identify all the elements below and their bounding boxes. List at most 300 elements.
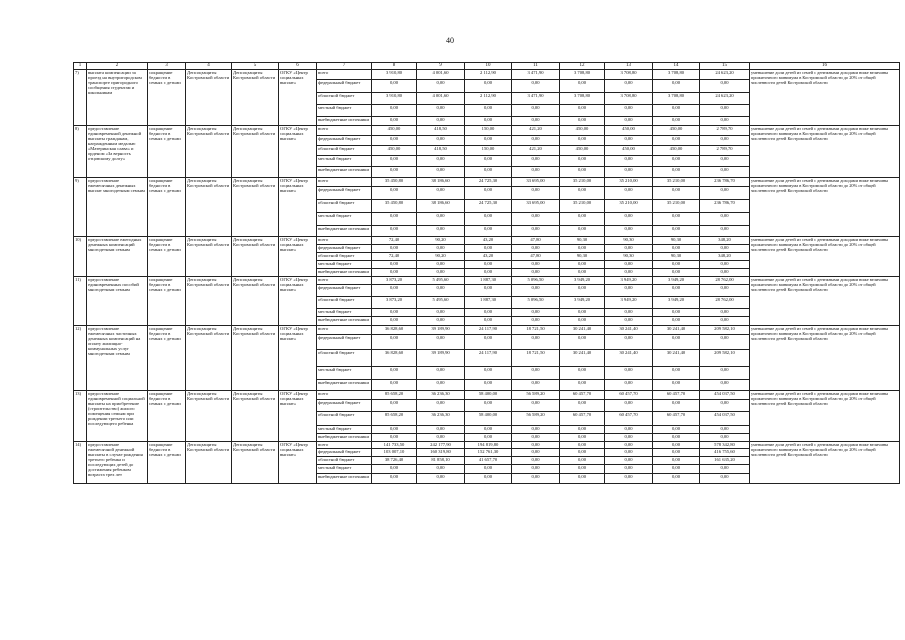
expected-result-cell: уменьшение доли детей из семей с денежными доходами ниже величины прожиточного минимума в Костромской области до 20% от общей численности детей Костромской области bbox=[750, 237, 900, 277]
executor-cell: Депсоцзащиты Костромской области bbox=[186, 70, 232, 126]
value-cell: 0,00 bbox=[700, 465, 750, 474]
value-cell: 1 887,30 bbox=[465, 277, 512, 285]
funding-source-cell: федеральный бюджет bbox=[317, 245, 372, 253]
funding-source-cell: местный бюджет bbox=[317, 367, 372, 380]
executor-cell: Депсоцзащиты Костромской области bbox=[186, 442, 232, 484]
coexecutor-cell: Депсоцзащиты Костромской области bbox=[232, 126, 279, 178]
value-cell: 0,00 bbox=[605, 187, 653, 200]
value-cell: 0,00 bbox=[605, 156, 653, 167]
value-cell: 0,00 bbox=[512, 449, 560, 457]
value-cell: 0,00 bbox=[372, 117, 417, 126]
value-cell: 0,00 bbox=[512, 380, 560, 391]
value-cell: 38 186,60 bbox=[417, 178, 465, 187]
value-cell: 450,00 bbox=[653, 126, 700, 136]
value-cell: 35 210,00 bbox=[653, 200, 700, 213]
expected-result-cell: уменьшение доли детей из семей с денежными доходами ниже величины прожиточного минимума в Костромской области до 20% от общей численности детей Костромской области bbox=[750, 178, 900, 237]
performer-cell: ОГКУ «Центр социальных выплат» bbox=[279, 70, 317, 126]
target-cell: сокращение бедности в семьях с детьми bbox=[148, 126, 186, 178]
value-cell: 0,00 bbox=[700, 285, 750, 297]
value-cell: 0,00 bbox=[700, 187, 750, 200]
value-cell: 0,00 bbox=[560, 449, 605, 457]
value-cell: 0,00 bbox=[605, 380, 653, 391]
value-cell: 90,30 bbox=[560, 253, 605, 261]
value-cell: 60 457,70 bbox=[605, 412, 653, 426]
target-cell: сокращение бедности в семьях с детьми bbox=[148, 237, 186, 277]
value-cell: 18 721,50 bbox=[512, 326, 560, 335]
funding-source-cell: областной бюджет bbox=[317, 297, 372, 309]
value-cell: 0,00 bbox=[372, 335, 417, 350]
expected-result-cell: уменьшение доли детей из семей с денежными доходами ниже величины прожиточного минимума в Костромской области до 20% от общей численности детей Костромской области bbox=[750, 442, 900, 484]
value-cell: 28 762,00 bbox=[700, 277, 750, 285]
value-cell: 3 873,20 bbox=[372, 297, 417, 309]
value-cell: 0,00 bbox=[512, 269, 560, 277]
value-cell: 0,00 bbox=[372, 136, 417, 146]
value-cell: 0,00 bbox=[417, 156, 465, 167]
value-cell: 450,00 bbox=[372, 146, 417, 156]
value-cell: 0,00 bbox=[417, 434, 465, 442]
value-cell: 0,00 bbox=[512, 245, 560, 253]
funding-source-cell: местный бюджет bbox=[317, 213, 372, 226]
value-cell: 3 708,80 bbox=[653, 70, 700, 80]
value-cell: 0,00 bbox=[653, 245, 700, 253]
column-number-row bbox=[74, 63, 900, 70]
value-cell: 0,00 bbox=[417, 261, 465, 269]
value-cell: 0,00 bbox=[465, 245, 512, 253]
value-cell: 0,00 bbox=[372, 285, 417, 297]
funding-source-cell: всего bbox=[317, 277, 372, 285]
column-number-cell: 5 bbox=[232, 63, 279, 70]
row-number-cell: 8) bbox=[74, 126, 87, 178]
value-cell: 0,00 bbox=[465, 187, 512, 200]
coexecutor-cell: Депсоцзащиты Костромской области bbox=[232, 326, 279, 391]
value-cell: 450,00 bbox=[372, 126, 417, 136]
value-cell: 72,40 bbox=[372, 253, 417, 261]
value-cell: 150,00 bbox=[465, 126, 512, 136]
value-cell: 0,00 bbox=[560, 261, 605, 269]
coexecutor-cell: Депсоцзащиты Костромской области bbox=[232, 277, 279, 326]
value-cell: 35 210,00 bbox=[560, 178, 605, 187]
column-number-cell: 8 bbox=[372, 63, 417, 70]
page-number: 40 bbox=[446, 36, 454, 45]
coexecutor-cell: Депсоцзащиты Костромской области bbox=[232, 442, 279, 484]
value-cell: 0,00 bbox=[372, 367, 417, 380]
column-number-cell: 4 bbox=[186, 63, 232, 70]
funding-source-cell: областной бюджет bbox=[317, 412, 372, 426]
value-cell: 0,00 bbox=[605, 465, 653, 474]
column-number-cell: 7 bbox=[317, 63, 372, 70]
value-cell: 0,00 bbox=[700, 245, 750, 253]
value-cell: 0,00 bbox=[372, 426, 417, 434]
value-cell: 0,00 bbox=[653, 474, 700, 484]
funding-source-cell: внебюджетные источники bbox=[317, 226, 372, 237]
value-cell: 30 241,40 bbox=[560, 326, 605, 335]
value-cell: 0,00 bbox=[372, 213, 417, 226]
value-cell: 0,00 bbox=[560, 187, 605, 200]
table-row bbox=[74, 237, 900, 245]
value-cell: 0,00 bbox=[512, 285, 560, 297]
value-cell: 0,00 bbox=[700, 335, 750, 350]
value-cell: 3 471,90 bbox=[512, 70, 560, 80]
funding-source-cell: федеральный бюджет bbox=[317, 136, 372, 146]
value-cell: 0,00 bbox=[605, 167, 653, 178]
funding-source-cell: федеральный бюджет bbox=[317, 80, 372, 93]
value-cell: 24 117,90 bbox=[465, 350, 512, 367]
value-cell: 3 910,80 bbox=[372, 93, 417, 105]
value-cell: 0,00 bbox=[605, 442, 653, 449]
value-cell: 24 117,90 bbox=[465, 326, 512, 335]
value-cell: 0,00 bbox=[417, 367, 465, 380]
value-cell: 0,00 bbox=[417, 167, 465, 178]
value-cell: 36 236,30 bbox=[417, 391, 465, 400]
row-number-cell: 12) bbox=[74, 326, 87, 391]
coexecutor-cell: Депсоцзащиты Костромской области bbox=[232, 237, 279, 277]
column-number-cell: 9 bbox=[417, 63, 465, 70]
value-cell: 0,00 bbox=[465, 80, 512, 93]
value-cell: 0,00 bbox=[653, 226, 700, 237]
value-cell: 348,20 bbox=[700, 253, 750, 261]
coexecutor-cell: Депсоцзащиты Костромской области bbox=[232, 178, 279, 237]
funding-source-cell: внебюджетные источники bbox=[317, 269, 372, 277]
value-cell: 0,00 bbox=[653, 261, 700, 269]
value-cell: 209 582,10 bbox=[700, 350, 750, 367]
value-cell: 0,00 bbox=[605, 335, 653, 350]
value-cell: 0,00 bbox=[653, 117, 700, 126]
value-cell: 39 189,90 bbox=[417, 326, 465, 335]
value-cell: 0,00 bbox=[417, 380, 465, 391]
value-cell: 0,00 bbox=[372, 465, 417, 474]
funding-source-cell: областной бюджет bbox=[317, 93, 372, 105]
value-cell: 0,00 bbox=[372, 434, 417, 442]
funding-source-cell: всего bbox=[317, 442, 372, 449]
table-body bbox=[74, 63, 900, 484]
performer-cell: ОГКУ «Центр социальных выплат» bbox=[279, 178, 317, 237]
performer-cell: ОГКУ «Центр социальных выплат» bbox=[279, 237, 317, 277]
value-cell: 0,00 bbox=[653, 367, 700, 380]
value-cell: 450,00 bbox=[605, 146, 653, 156]
target-cell: сокращение бедности в семьях с детьми bbox=[148, 326, 186, 391]
value-cell: 0,00 bbox=[700, 367, 750, 380]
value-cell: 33 695,00 bbox=[512, 178, 560, 187]
value-cell: 0,00 bbox=[560, 105, 605, 117]
value-cell: 0,00 bbox=[605, 261, 653, 269]
value-cell: 0,00 bbox=[700, 226, 750, 237]
value-cell: 0,00 bbox=[605, 400, 653, 412]
column-number-cell: 12 bbox=[560, 63, 605, 70]
performer-cell: ОГКУ «Центр социальных выплат» bbox=[279, 442, 317, 484]
value-cell: 0,00 bbox=[417, 335, 465, 350]
expected-result-cell: уменьшение доли детей из семей с денежными доходами ниже величины прожиточного минимума в Костромской области до 20% от общей численности детей Костромской области bbox=[750, 277, 900, 326]
value-cell: 0,00 bbox=[417, 105, 465, 117]
value-cell: 0,00 bbox=[653, 105, 700, 117]
value-cell: 33 695,00 bbox=[512, 200, 560, 213]
table-row bbox=[74, 70, 900, 80]
value-cell: 0,00 bbox=[560, 117, 605, 126]
value-cell: 418,50 bbox=[417, 146, 465, 156]
value-cell: 0,00 bbox=[512, 261, 560, 269]
value-cell: 56 589,20 bbox=[512, 391, 560, 400]
value-cell: 0,00 bbox=[560, 245, 605, 253]
executor-cell: Депсоцзащиты Костромской области bbox=[186, 126, 232, 178]
value-cell: 0,00 bbox=[512, 442, 560, 449]
expected-result-cell: уменьшение доли детей из семей с денежными доходами ниже величины прожиточного минимума в Костромской области до 20% от общей численности детей Костромской области bbox=[750, 70, 900, 126]
value-cell: 0,00 bbox=[560, 335, 605, 350]
value-cell: 0,00 bbox=[700, 434, 750, 442]
measure-name-cell: выплата компенсации за проезд на внутригородском транспорте пригородного сообщения студентам и школьникам bbox=[87, 70, 148, 126]
value-cell: 0,00 bbox=[605, 213, 653, 226]
funding-source-cell: местный бюджет bbox=[317, 309, 372, 317]
value-cell: 0,00 bbox=[560, 434, 605, 442]
funding-source-cell: областной бюджет bbox=[317, 457, 372, 465]
value-cell: 0,00 bbox=[512, 317, 560, 326]
value-cell: 454 037,50 bbox=[700, 412, 750, 426]
value-cell: 0,00 bbox=[465, 261, 512, 269]
value-cell: 2 112,90 bbox=[465, 93, 512, 105]
value-cell: 0,00 bbox=[653, 335, 700, 350]
expected-result-cell: уменьшение доли детей из семей с денежными доходами ниже величины прожиточного минимума в Костромской области до 20% от общей численности детей Костромской области bbox=[750, 326, 900, 391]
value-cell: 0,00 bbox=[417, 400, 465, 412]
value-cell: 0,00 bbox=[700, 426, 750, 434]
funding-source-cell: федеральный бюджет bbox=[317, 335, 372, 350]
value-cell: 4 001,60 bbox=[417, 70, 465, 80]
expected-result-cell: уменьшение доли детей из семей с денежными доходами ниже величины прожиточного минимума в Костромской области до 20% от общей численности детей Костромской области bbox=[750, 126, 900, 178]
table-row bbox=[74, 178, 900, 187]
performer-cell: ОГКУ «Центр социальных выплат» bbox=[279, 126, 317, 178]
value-cell: 0,00 bbox=[560, 442, 605, 449]
value-cell: 90,30 bbox=[653, 237, 700, 245]
value-cell: 0,00 bbox=[700, 213, 750, 226]
value-cell: 0,00 bbox=[417, 269, 465, 277]
value-cell: 0,00 bbox=[512, 213, 560, 226]
value-cell: 141 733,50 bbox=[372, 442, 417, 449]
value-cell: 41 657,70 bbox=[465, 457, 512, 465]
value-cell: 0,00 bbox=[605, 285, 653, 297]
value-cell: 0,00 bbox=[465, 117, 512, 126]
value-cell: 0,00 bbox=[417, 245, 465, 253]
value-cell: 0,00 bbox=[653, 400, 700, 412]
value-cell: 161 635,20 bbox=[700, 457, 750, 465]
value-cell: 4 001,60 bbox=[417, 93, 465, 105]
value-cell: 3 873,20 bbox=[372, 277, 417, 285]
value-cell: 421,20 bbox=[512, 126, 560, 136]
executor-cell: Депсоцзащиты Костромской области bbox=[186, 237, 232, 277]
value-cell: 0,00 bbox=[653, 442, 700, 449]
value-cell: 421,20 bbox=[512, 146, 560, 156]
value-cell: 0,00 bbox=[560, 465, 605, 474]
measure-name-cell: предоставление единовременной социальной выплаты на приобретение (строительство) жилого помещения семьям при рождении третьего или последующего ребенка bbox=[87, 391, 148, 442]
value-cell: 0,00 bbox=[512, 309, 560, 317]
program-table bbox=[73, 62, 900, 484]
value-cell: 0,00 bbox=[512, 80, 560, 93]
value-cell: 36 236,30 bbox=[417, 412, 465, 426]
value-cell: 0,00 bbox=[605, 317, 653, 326]
value-cell: 60 457,70 bbox=[605, 391, 653, 400]
value-cell: 450,00 bbox=[605, 126, 653, 136]
value-cell: 0,00 bbox=[372, 187, 417, 200]
value-cell: 0,00 bbox=[653, 156, 700, 167]
value-cell: 0,00 bbox=[653, 80, 700, 93]
value-cell: 0,00 bbox=[560, 380, 605, 391]
value-cell: 0,00 bbox=[700, 474, 750, 484]
value-cell: 0,00 bbox=[512, 465, 560, 474]
funding-source-cell: всего bbox=[317, 391, 372, 400]
value-cell: 0,00 bbox=[700, 117, 750, 126]
value-cell: 0,00 bbox=[605, 426, 653, 434]
value-cell: 0,00 bbox=[653, 309, 700, 317]
value-cell: 35 450,80 bbox=[372, 200, 417, 213]
value-cell: 0,00 bbox=[560, 426, 605, 434]
value-cell: 90,20 bbox=[417, 253, 465, 261]
value-cell: 0,00 bbox=[465, 367, 512, 380]
table-row bbox=[74, 326, 900, 335]
value-cell: 0,00 bbox=[465, 434, 512, 442]
value-cell: 0,00 bbox=[465, 309, 512, 317]
value-cell: 0,00 bbox=[560, 156, 605, 167]
value-cell: 348,20 bbox=[700, 237, 750, 245]
value-cell: 0,00 bbox=[700, 105, 750, 117]
value-cell: 0,00 bbox=[465, 213, 512, 226]
value-cell: 2 112,90 bbox=[465, 70, 512, 80]
value-cell: 0,00 bbox=[653, 457, 700, 465]
value-cell: 0,00 bbox=[512, 226, 560, 237]
funding-source-cell: местный бюджет bbox=[317, 465, 372, 474]
funding-source-cell: областной бюджет bbox=[317, 200, 372, 213]
value-cell: 0,00 bbox=[372, 226, 417, 237]
value-cell: 0,00 bbox=[417, 285, 465, 297]
value-cell: 0,00 bbox=[417, 80, 465, 93]
value-cell: 0,00 bbox=[465, 136, 512, 146]
value-cell: 58 400,00 bbox=[465, 391, 512, 400]
value-cell: 0,00 bbox=[605, 269, 653, 277]
value-cell: 38 186,60 bbox=[417, 200, 465, 213]
value-cell: 0,00 bbox=[653, 465, 700, 474]
value-cell: 30 241,40 bbox=[560, 350, 605, 367]
value-cell: 35 210,00 bbox=[560, 200, 605, 213]
value-cell: 30 241,40 bbox=[605, 350, 653, 367]
table-row bbox=[74, 126, 900, 136]
value-cell: 3 708,80 bbox=[560, 70, 605, 80]
value-cell: 0,00 bbox=[465, 474, 512, 484]
value-cell: 242 177,90 bbox=[417, 442, 465, 449]
value-cell: 0,00 bbox=[417, 317, 465, 326]
value-cell: 90,30 bbox=[605, 237, 653, 245]
value-cell: 36 828,60 bbox=[372, 326, 417, 335]
value-cell: 2 789,70 bbox=[700, 126, 750, 136]
value-cell: 0,00 bbox=[560, 167, 605, 178]
value-cell: 0,00 bbox=[700, 400, 750, 412]
funding-source-cell: внебюджетные источники bbox=[317, 474, 372, 484]
value-cell: 0,00 bbox=[465, 167, 512, 178]
value-cell: 0,00 bbox=[653, 167, 700, 178]
value-cell: 28 762,00 bbox=[700, 297, 750, 309]
value-cell: 60 457,70 bbox=[560, 412, 605, 426]
funding-source-cell: всего bbox=[317, 70, 372, 80]
value-cell: 0,00 bbox=[605, 309, 653, 317]
value-cell: 0,00 bbox=[372, 261, 417, 269]
row-number-cell: 13) bbox=[74, 391, 87, 442]
value-cell: 0,00 bbox=[512, 156, 560, 167]
value-cell: 103 007,10 bbox=[372, 449, 417, 457]
funding-source-cell: местный бюджет bbox=[317, 156, 372, 167]
table-row bbox=[74, 391, 900, 400]
column-number-cell: 2 bbox=[87, 63, 148, 70]
value-cell: 0,00 bbox=[653, 187, 700, 200]
value-cell: 3 708,80 bbox=[605, 70, 653, 80]
value-cell: 0,00 bbox=[512, 367, 560, 380]
value-cell: 0,00 bbox=[372, 80, 417, 93]
value-cell: 0,00 bbox=[560, 269, 605, 277]
value-cell: 0,00 bbox=[605, 367, 653, 380]
value-cell: 0,00 bbox=[560, 80, 605, 93]
value-cell: 0,00 bbox=[512, 187, 560, 200]
value-cell: 2 789,70 bbox=[700, 146, 750, 156]
value-cell: 0,00 bbox=[465, 317, 512, 326]
value-cell: 0,00 bbox=[700, 167, 750, 178]
value-cell: 578 342,80 bbox=[700, 442, 750, 449]
funding-source-cell: областной бюджет bbox=[317, 253, 372, 261]
executor-cell: Депсоцзащиты Костромской области bbox=[186, 277, 232, 326]
value-cell: 3 910,80 bbox=[372, 70, 417, 80]
value-cell: 60 457,70 bbox=[653, 391, 700, 400]
column-number-cell: 14 bbox=[653, 63, 700, 70]
value-cell: 0,00 bbox=[605, 474, 653, 484]
value-cell: 0,00 bbox=[465, 426, 512, 434]
row-number-cell: 7) bbox=[74, 70, 87, 126]
value-cell: 0,00 bbox=[653, 213, 700, 226]
value-cell: 0,00 bbox=[372, 167, 417, 178]
executor-cell: Депсоцзащиты Костромской области bbox=[186, 326, 232, 391]
executor-cell: Депсоцзащиты Костромской области bbox=[186, 178, 232, 237]
value-cell: 3 708,80 bbox=[560, 93, 605, 105]
value-cell: 0,00 bbox=[605, 105, 653, 117]
measure-name-cell: предоставление ежемесячных денежных выплат многодетным семьям bbox=[87, 178, 148, 237]
funding-source-cell: внебюджетные источники bbox=[317, 117, 372, 126]
value-cell: 0,00 bbox=[653, 136, 700, 146]
funding-source-cell: областной бюджет bbox=[317, 146, 372, 156]
value-cell: 81 858,10 bbox=[417, 457, 465, 465]
value-cell: 56 589,20 bbox=[512, 412, 560, 426]
value-cell: 0,00 bbox=[700, 156, 750, 167]
value-cell: 39 189,90 bbox=[417, 350, 465, 367]
funding-source-cell: всего bbox=[317, 126, 372, 136]
funding-source-cell: местный бюджет bbox=[317, 105, 372, 117]
value-cell: 0,00 bbox=[653, 269, 700, 277]
value-cell: 0,00 bbox=[465, 269, 512, 277]
funding-source-cell: федеральный бюджет bbox=[317, 400, 372, 412]
value-cell: 0,00 bbox=[465, 105, 512, 117]
funding-source-cell: всего bbox=[317, 326, 372, 335]
value-cell: 3 949,20 bbox=[653, 277, 700, 285]
funding-source-cell: всего bbox=[317, 178, 372, 187]
value-cell: 454 037,50 bbox=[700, 391, 750, 400]
value-cell: 0,00 bbox=[512, 426, 560, 434]
value-cell: 0,00 bbox=[605, 457, 653, 465]
value-cell: 0,00 bbox=[512, 117, 560, 126]
value-cell: 5 096,50 bbox=[512, 297, 560, 309]
value-cell: 0,00 bbox=[560, 285, 605, 297]
value-cell: 30 241,40 bbox=[653, 326, 700, 335]
target-cell: сокращение бедности в семьях с детьми bbox=[148, 70, 186, 126]
measure-name-cell: предоставление ежегодных денежных компенсаций многодетным семьям bbox=[87, 237, 148, 277]
value-cell: 0,00 bbox=[417, 309, 465, 317]
target-cell: сокращение бедности в семьях с детьми bbox=[148, 178, 186, 237]
value-cell: 0,00 bbox=[512, 434, 560, 442]
value-cell: 160 319,80 bbox=[417, 449, 465, 457]
value-cell: 35 450,80 bbox=[372, 178, 417, 187]
value-cell: 0,00 bbox=[417, 187, 465, 200]
column-number-cell: 3 bbox=[148, 63, 186, 70]
value-cell: 3 949,20 bbox=[605, 297, 653, 309]
value-cell: 0,00 bbox=[605, 136, 653, 146]
